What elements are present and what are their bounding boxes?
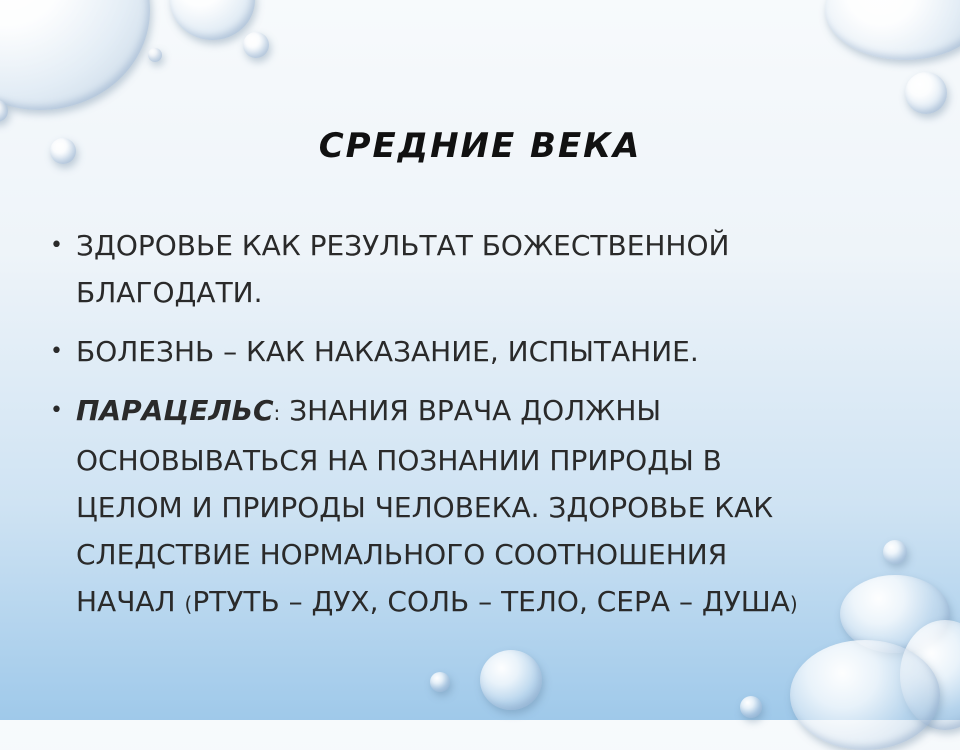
paren-close: ) xyxy=(789,592,798,616)
water-drop-decoration xyxy=(148,48,162,62)
bullet-text: ЗДОРОВЬЕ КАК РЕЗУЛЬТАТ БОЖЕСТВЕННОЙ БЛАГОДАТИ. xyxy=(76,229,730,309)
water-drop-decoration xyxy=(430,672,450,692)
water-drop-decoration xyxy=(740,696,762,718)
list-item xyxy=(50,328,830,375)
water-drop-decoration xyxy=(243,32,269,58)
person-name: ПАРАЦЕЛЬС xyxy=(76,394,274,427)
water-drop-decoration xyxy=(480,650,542,710)
water-drop-decoration xyxy=(0,0,150,110)
water-drop-decoration xyxy=(790,640,940,750)
water-drop-decoration xyxy=(905,72,947,114)
paren-open: ( xyxy=(184,592,193,616)
bullet-text: ЗНАНИЯ ВРАЧА ДОЛЖНЫ ОСНОВЫВАТЬСЯ НА ПОЗНАНИИ ПРИРОДЫ В ЦЕЛОМ И ПРИРОДЫ ЧЕЛОВЕКА. ЗДОРОВЬЕ КАК СЛЕДСТВИЕ НОРМАЛЬНОГО СООТНОШЕНИЯ НАЧАЛ xyxy=(76,394,774,618)
water-drop-decoration xyxy=(170,0,255,40)
water-drop-decoration xyxy=(825,0,960,60)
bullet-text: БОЛЕЗНЬ – КАК НАКАЗАНИЕ, ИСПЫТАНИЕ. xyxy=(76,335,699,368)
paren-text: РТУТЬ – ДУХ, СОЛЬ – ТЕЛО, СЕРА – ДУША xyxy=(192,585,790,618)
bullet-list xyxy=(50,222,830,640)
water-drop-decoration xyxy=(883,540,907,564)
list-item xyxy=(50,387,830,628)
colon: : xyxy=(273,401,281,425)
slide-title: СРЕДНИЕ ВЕКА xyxy=(318,126,642,166)
list-item xyxy=(50,222,830,316)
